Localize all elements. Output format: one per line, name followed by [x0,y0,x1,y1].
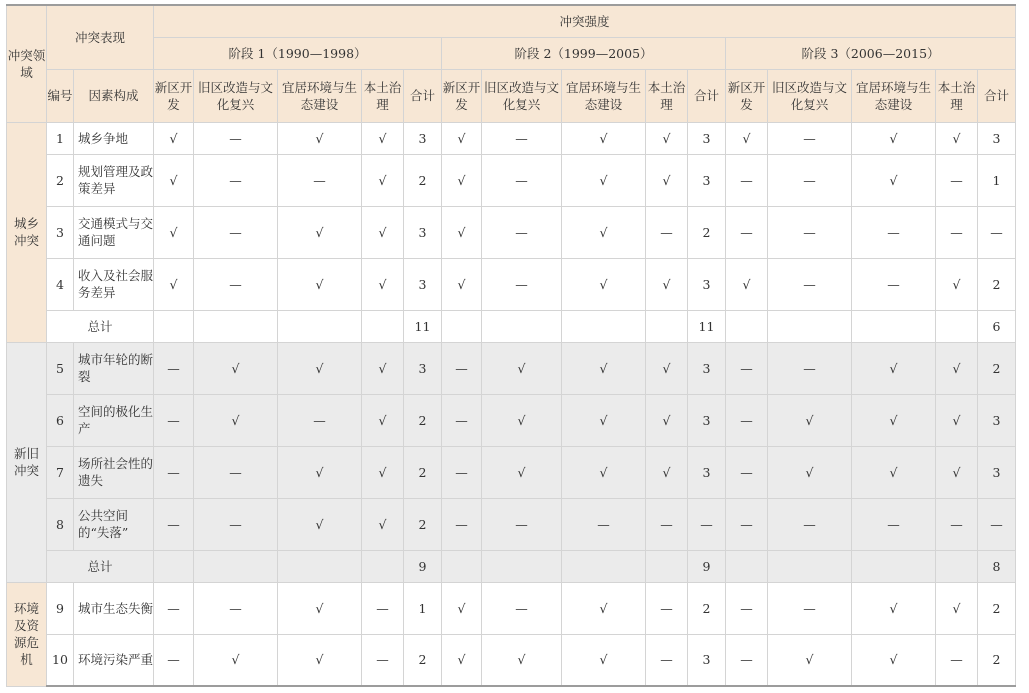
mark-cell: √ [154,122,194,154]
table-header [7,5,1016,122]
phase-1-local-governance-header: 本土治理 [362,69,404,122]
mark-cell: — [362,582,404,634]
mark-cell: √ [852,154,936,206]
empty-cell [362,550,404,582]
mark-cell: — [852,498,936,550]
mark-cell: — [154,342,194,394]
mark-cell: — [768,258,852,310]
mark-cell: √ [442,634,482,686]
total-cell: — [688,498,726,550]
mark-cell: — [194,258,278,310]
mark-cell: √ [936,122,978,154]
mark-cell: √ [362,342,404,394]
total-label: 总计 [47,550,154,582]
mark-cell: — [362,634,404,686]
factor-cell: 环境污染严重 [74,634,154,686]
phase-3-livable-environment-header: 宜居环境与生态建设 [852,69,936,122]
mark-cell: √ [194,394,278,446]
mark-cell: — [852,206,936,258]
group-3 [7,582,1016,686]
empty-cell [768,310,852,342]
mark-cell: — [482,206,562,258]
mark-cell: √ [482,446,562,498]
mark-cell: √ [768,394,852,446]
mark-cell: √ [852,122,936,154]
total-row [7,550,1016,582]
mark-cell: √ [154,206,194,258]
empty-cell [194,310,278,342]
mark-cell: √ [362,498,404,550]
mark-cell: √ [852,394,936,446]
total-cell: 3 [688,634,726,686]
table-row [7,498,1016,550]
total-cell: 2 [978,258,1016,310]
row-number: 1 [47,122,74,154]
mark-cell: √ [646,258,688,310]
total-cell: 2 [978,582,1016,634]
domain-cell: 城乡冲突 [7,122,47,342]
mark-cell: √ [646,394,688,446]
mark-cell: √ [646,122,688,154]
empty-cell [442,310,482,342]
mark-cell: √ [362,394,404,446]
mark-cell: — [936,206,978,258]
total-cell: 3 [688,446,726,498]
mark-cell: √ [562,634,646,686]
mark-cell: √ [362,258,404,310]
empty-cell [154,310,194,342]
mark-cell: — [726,154,768,206]
conflict-table-container [6,4,1016,687]
domain-cell: 新旧冲突 [7,342,47,582]
phase-3-total-header: 合计 [978,69,1016,122]
table-row [7,206,1016,258]
total-cell: 2 [978,342,1016,394]
group-1 [7,122,1016,342]
mark-cell: √ [482,342,562,394]
mark-cell: — [194,582,278,634]
mark-cell: √ [362,122,404,154]
mark-cell: √ [194,342,278,394]
mark-cell: — [442,394,482,446]
mark-cell: — [936,154,978,206]
factor-cell: 空间的极化生产 [74,394,154,446]
mark-cell: √ [562,446,646,498]
row-number: 7 [47,446,74,498]
phase-1-total-value: 11 [404,310,442,342]
mark-cell: — [726,582,768,634]
factor-cell: 公共空间的“失落” [74,498,154,550]
mark-cell: √ [936,394,978,446]
total-cell: 3 [404,122,442,154]
mark-cell: √ [936,342,978,394]
mark-cell: √ [278,122,362,154]
mark-cell: — [726,498,768,550]
mark-cell: — [442,498,482,550]
phase-3-new-district-header: 新区开发 [726,69,768,122]
mark-cell: √ [852,582,936,634]
empty-cell [482,550,562,582]
no-header: 编号 [47,69,74,122]
mark-cell: — [936,498,978,550]
total-label: 总计 [47,310,154,342]
phase-2-total-header: 合计 [688,69,726,122]
mark-cell: — [154,582,194,634]
total-row [7,310,1016,342]
mark-cell: — [194,122,278,154]
factor-cell: 规划管理及政策差异 [74,154,154,206]
mark-cell: √ [936,258,978,310]
total-cell: 1 [978,154,1016,206]
mark-cell: — [768,342,852,394]
mark-cell: — [646,498,688,550]
factor-cell: 城市年轮的断裂 [74,342,154,394]
empty-cell [194,550,278,582]
mark-cell: √ [278,342,362,394]
phase-2-header: 阶段 2（1999—2005） [442,37,726,69]
mark-cell: √ [442,258,482,310]
total-cell: — [978,498,1016,550]
mark-cell: √ [278,446,362,498]
total-cell: — [978,206,1016,258]
total-cell: 3 [978,122,1016,154]
total-cell: 3 [688,258,726,310]
mark-cell: — [562,498,646,550]
mark-cell: — [194,498,278,550]
total-cell: 1 [404,582,442,634]
mark-cell: √ [278,582,362,634]
phase-3-header: 阶段 3（2006—2015） [726,37,1016,69]
phase-3-total-value: 6 [978,310,1016,342]
factor-header: 因素构成 [74,69,154,122]
mark-cell: — [726,634,768,686]
mark-cell: — [154,394,194,446]
mark-cell: √ [852,634,936,686]
empty-cell [936,310,978,342]
mark-cell: — [482,122,562,154]
empty-cell [482,310,562,342]
empty-cell [646,310,688,342]
mark-cell: √ [768,446,852,498]
phase-2-local-governance-header: 本土治理 [646,69,688,122]
phase-2-total-value: 11 [688,310,726,342]
table-row [7,446,1016,498]
intensity-header: 冲突强度 [154,5,1016,37]
mark-cell: — [768,498,852,550]
mark-cell: √ [362,206,404,258]
phase-1-new-district-header: 新区开发 [154,69,194,122]
row-number: 6 [47,394,74,446]
mark-cell: √ [646,446,688,498]
mark-cell: — [154,498,194,550]
mark-cell: √ [726,122,768,154]
total-cell: 2 [404,498,442,550]
phase-2-old-district-renewal-header: 旧区改造与文化复兴 [482,69,562,122]
total-cell: 3 [404,342,442,394]
factor-cell: 场所社会性的遗失 [74,446,154,498]
mark-cell: √ [362,446,404,498]
mark-cell: √ [442,206,482,258]
mark-cell: √ [194,634,278,686]
total-cell: 2 [404,634,442,686]
mark-cell: — [768,154,852,206]
mark-cell: — [768,206,852,258]
empty-cell [646,550,688,582]
total-cell: 3 [978,446,1016,498]
empty-cell [768,550,852,582]
mark-cell: √ [936,582,978,634]
mark-cell: √ [482,394,562,446]
empty-cell [726,550,768,582]
mark-cell: — [726,206,768,258]
expression-header: 冲突表现 [47,5,154,69]
empty-cell [278,550,362,582]
mark-cell: — [154,634,194,686]
mark-cell: — [768,582,852,634]
mark-cell: √ [562,206,646,258]
mark-cell: — [194,446,278,498]
mark-cell: √ [154,258,194,310]
mark-cell: √ [442,154,482,206]
factor-cell: 城市生态失衡 [74,582,154,634]
mark-cell: — [278,154,362,206]
mark-cell: √ [936,446,978,498]
phase-1-total-header: 合计 [404,69,442,122]
total-cell: 3 [404,258,442,310]
row-number: 9 [47,582,74,634]
mark-cell: √ [562,154,646,206]
mark-cell: √ [442,122,482,154]
total-cell: 2 [978,634,1016,686]
mark-cell: √ [154,154,194,206]
total-cell: 2 [688,582,726,634]
row-number: 2 [47,154,74,206]
row-number: 3 [47,206,74,258]
empty-cell [362,310,404,342]
table-row [7,394,1016,446]
empty-cell [278,310,362,342]
mark-cell: — [482,154,562,206]
mark-cell: √ [362,154,404,206]
table-row [7,342,1016,394]
table-row [7,154,1016,206]
mark-cell: √ [278,206,362,258]
mark-cell: — [646,582,688,634]
total-cell: 3 [688,394,726,446]
mark-cell: — [482,582,562,634]
phase-2-total-value: 9 [688,550,726,582]
total-cell: 3 [978,394,1016,446]
table-row [7,582,1016,634]
mark-cell: — [726,394,768,446]
total-cell: 2 [404,154,442,206]
mark-cell: — [852,258,936,310]
mark-cell: — [482,498,562,550]
total-cell: 2 [404,394,442,446]
factor-cell: 收入及社会服务差异 [74,258,154,310]
factor-cell: 城乡争地 [74,122,154,154]
mark-cell: — [936,634,978,686]
mark-cell: √ [278,258,362,310]
row-number: 4 [47,258,74,310]
table-row [7,122,1016,154]
mark-cell: — [278,394,362,446]
mark-cell: — [482,258,562,310]
table-row [7,634,1016,686]
row-number: 10 [47,634,74,686]
empty-cell [852,550,936,582]
phase-1-total-value: 9 [404,550,442,582]
mark-cell: √ [562,342,646,394]
empty-cell [852,310,936,342]
mark-cell: √ [646,154,688,206]
mark-cell: — [194,206,278,258]
phase-2-livable-environment-header: 宜居环境与生态建设 [562,69,646,122]
domain-header: 冲突领域 [7,5,47,122]
total-cell: 3 [688,342,726,394]
table-row [7,258,1016,310]
mark-cell: √ [278,498,362,550]
total-cell: 2 [404,446,442,498]
mark-cell: — [442,342,482,394]
mark-cell: √ [768,634,852,686]
empty-cell [726,310,768,342]
mark-cell: — [768,122,852,154]
mark-cell: √ [646,342,688,394]
mark-cell: √ [562,394,646,446]
row-number: 5 [47,342,74,394]
phase-1-old-district-renewal-header: 旧区改造与文化复兴 [194,69,278,122]
mark-cell: √ [726,258,768,310]
phase-3-local-governance-header: 本土治理 [936,69,978,122]
empty-cell [562,550,646,582]
total-cell: 3 [688,154,726,206]
phase-1-header: 阶段 1（1990—1998） [154,37,442,69]
mark-cell: — [646,206,688,258]
phase-3-old-district-renewal-header: 旧区改造与文化复兴 [768,69,852,122]
phase-3-total-value: 8 [978,550,1016,582]
phase-2-new-district-header: 新区开发 [442,69,482,122]
mark-cell: √ [562,122,646,154]
factor-cell: 交通模式与交通问题 [74,206,154,258]
domain-cell: 环境及资源危机 [7,582,47,686]
mark-cell: — [646,634,688,686]
group-2 [7,342,1016,582]
empty-cell [442,550,482,582]
mark-cell: — [726,446,768,498]
mark-cell: — [442,446,482,498]
empty-cell [154,550,194,582]
mark-cell: √ [442,582,482,634]
row-number: 8 [47,498,74,550]
conflict-intensity-table [6,4,1016,687]
mark-cell: √ [562,582,646,634]
total-cell: 3 [688,122,726,154]
mark-cell: √ [562,258,646,310]
total-cell: 3 [404,206,442,258]
mark-cell: — [726,342,768,394]
mark-cell: √ [852,342,936,394]
mark-cell: √ [278,634,362,686]
mark-cell: √ [482,634,562,686]
mark-cell: √ [852,446,936,498]
mark-cell: — [154,446,194,498]
total-cell: 2 [688,206,726,258]
mark-cell: — [194,154,278,206]
phase-1-livable-environment-header: 宜居环境与生态建设 [278,69,362,122]
empty-cell [562,310,646,342]
empty-cell [936,550,978,582]
